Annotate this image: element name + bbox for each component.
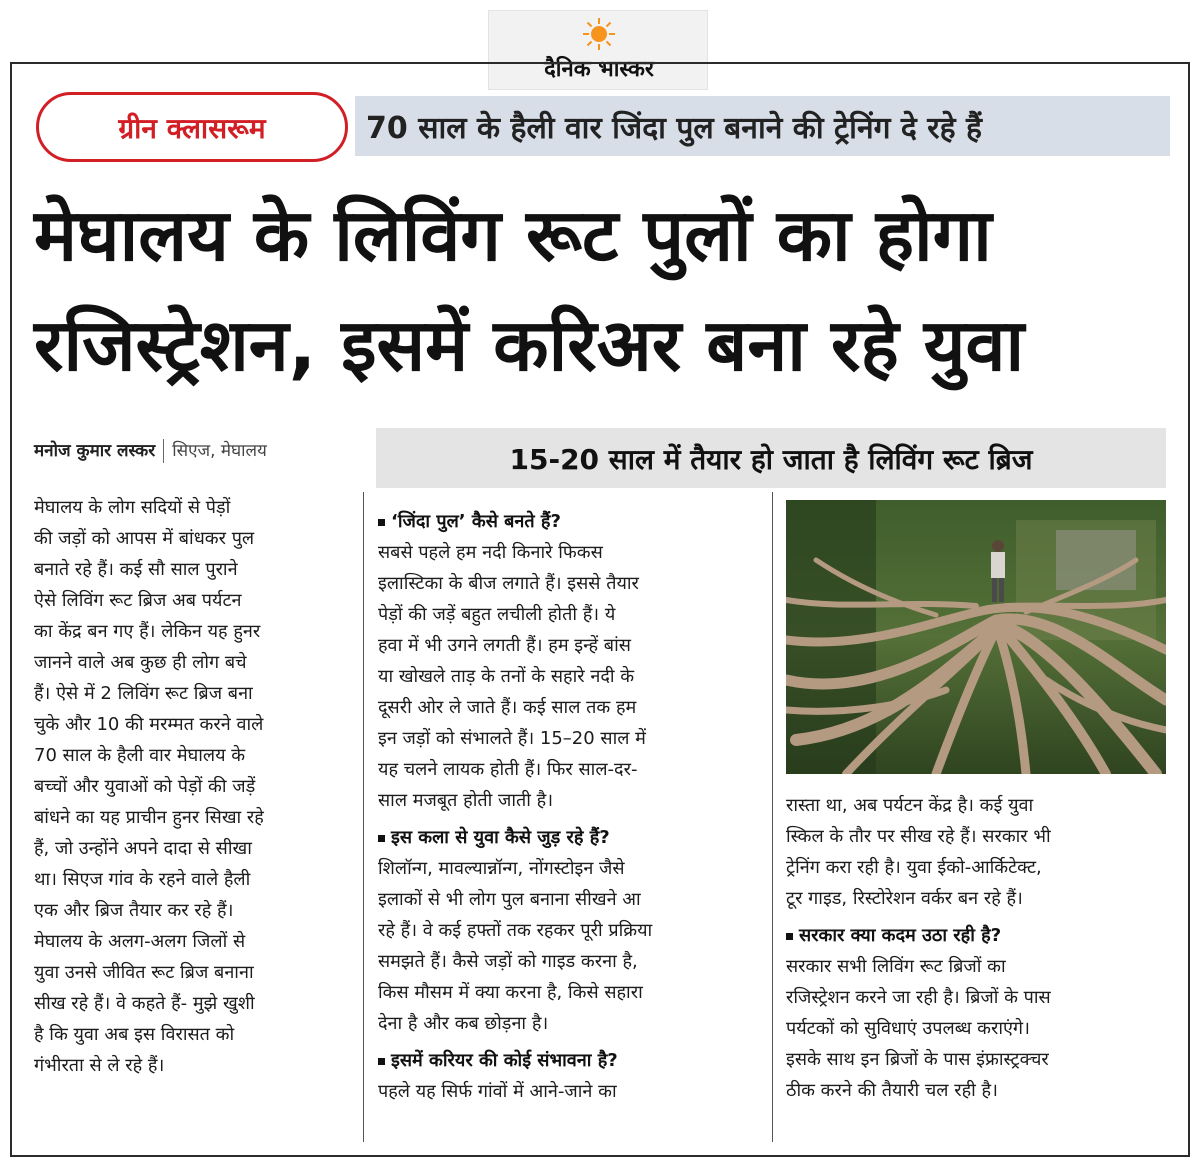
text-line: टूर गाइड, रिस्टोरेशन वर्कर बन रहे हैं। xyxy=(786,888,1023,909)
text-line: सीख रहे हैं। वे कहते हैं- मुझे खुशी xyxy=(34,993,255,1014)
text-line: बच्चों और युवाओं को पेड़ों की जड़ें xyxy=(34,776,256,797)
kicker-text: 70 साल के हैली वार जिंदा पुल बनाने की ट्रेनिंग दे रहे हैं xyxy=(366,111,982,146)
text-line: एक और ब्रिज तैयार कर रहे हैं। xyxy=(34,900,234,921)
text-line: ठीक करने की तैयारी चल रही है। xyxy=(786,1080,998,1101)
question-4-text: सरकार क्या कदम उठा रही है? xyxy=(799,925,1002,946)
text-line: पेड़ों की जड़ें बहुत लचीली होती हैं। ये xyxy=(378,604,616,625)
text-line: इन जड़ों को संभालते हैं। 15–20 साल में xyxy=(378,728,646,749)
text-line: युवा उनसे जीवित रूट ब्रिज बनाना xyxy=(34,962,254,983)
text-line: इसके साथ इन ब्रिजों के पास इंफ्रास्ट्रक्चर xyxy=(786,1049,1049,1070)
text-line: ट्रेनिंग करा रही है। युवा ईको-आर्किटेक्ट, xyxy=(786,857,1042,878)
text-line: या खोखले ताड़ के तनों के सहारे नदी के xyxy=(378,666,635,687)
text-line: रहे हैं। वे कई हफ्तों तक रहकर पूरी प्रक्रिया xyxy=(378,920,653,941)
text-line: जानने वाले अब कुछ ही लोग बचे xyxy=(34,652,247,673)
bullet-icon xyxy=(378,835,385,842)
kicker-label: ग्रीन क्लासरूम xyxy=(118,112,266,145)
text-line: यह चलने लायक होती हैं। फिर साल-दर- xyxy=(378,759,638,780)
text-line: दूसरी ओर ले जाते हैं। कई साल तक हम xyxy=(378,697,637,718)
bullet-icon xyxy=(786,933,793,940)
headline-line-2: रजिस्ट्रेशन, इसमें करिअर बना रहे युवा xyxy=(34,303,1025,387)
text-line: ऐसे लिविंग रूट ब्रिज अब पर्यटन xyxy=(34,590,242,611)
text-line: किस मौसम में क्या करना है, किसे सहारा xyxy=(378,982,643,1003)
text-line: मेघालय के अलग-अलग जिलों से xyxy=(34,931,246,952)
text-line: की जड़ों को आपस में बांधकर पुल xyxy=(34,528,255,549)
brand-name: दैनिक भास्कर xyxy=(544,57,654,82)
column-3 xyxy=(786,790,1166,1112)
question-3 xyxy=(378,1045,762,1076)
answer-3 xyxy=(378,1076,762,1107)
byline-place: सिएज, मेघालय xyxy=(172,441,267,461)
headline-line-1: मेघालय के लिविंग रूट पुलों का होगा xyxy=(34,193,992,277)
text-line: हैं। ऐसे में 2 लिविंग रूट ब्रिज बना xyxy=(34,683,253,704)
question-2-text: इस कला से युवा कैसे जुड़ रहे हैं? xyxy=(391,827,610,848)
text-line: देना है और कब छोड़ना है। xyxy=(378,1013,549,1034)
column-rule-2 xyxy=(772,492,773,1142)
sun-icon xyxy=(582,17,616,51)
text-line: इलाकों से भी लोग पुल बनाना सीखने आ xyxy=(378,889,641,910)
text-line: चुके और 10 की मरम्मत करने वाले xyxy=(34,714,264,735)
text-line: मेघालय के लोग सदियों से पेड़ों xyxy=(34,497,231,518)
column-1 xyxy=(34,492,352,1081)
text-line: था। सिएज गांव के रहने वाले हैली xyxy=(34,869,251,890)
living-root-bridge-photo xyxy=(786,500,1166,774)
bullet-icon xyxy=(378,519,385,526)
text-line: बांधने का यह प्राचीन हुनर सिखा रहे xyxy=(34,807,264,828)
byline-author: मनोज कुमार लस्कर xyxy=(34,441,156,461)
text-line: रास्ता था, अब पर्यटन केंद्र है। कई युवा xyxy=(786,795,1034,816)
text-line: रजिस्ट्रेशन करने जा रही है। ब्रिजों के पास xyxy=(786,987,1051,1008)
headline xyxy=(34,180,1174,400)
text-line: स्किल के तौर पर सीख रहे हैं। सरकार भी xyxy=(786,826,1051,847)
text-line: है कि युवा अब इस विरासत को xyxy=(34,1024,235,1045)
text-line: सरकार सभी लिविंग रूट ब्रिजों का xyxy=(786,956,1006,977)
text-line: सबसे पहले हम नदी किनारे फिकस xyxy=(378,542,603,563)
answer-2 xyxy=(378,853,762,1039)
question-2 xyxy=(378,822,762,853)
question-3-text: इसमें करियर की कोई संभावना है? xyxy=(391,1050,618,1071)
answer-3-continued xyxy=(786,790,1166,914)
bullet-icon xyxy=(378,1058,385,1065)
text-line: बनाते रहे हैं। कई सौ साल पुराने xyxy=(34,559,238,580)
answer-1 xyxy=(378,537,762,816)
text-line: का केंद्र बन गए हैं। लेकिन यह हुनर xyxy=(34,621,261,642)
text-line: शिलॉन्ग, मावल्यान्नॉन्ग, नोंगस्टोइन जैसे xyxy=(378,858,625,879)
text-line: साल मजबूत होती जाती है। xyxy=(378,790,554,811)
text-line: हैं, जो उन्होंने अपने दादा से सीखा xyxy=(34,838,252,859)
question-1-text: ‘जिंदा पुल’ कैसे बनते हैं? xyxy=(391,511,561,532)
column-rule-1 xyxy=(363,492,364,1142)
text-line: पहले यह सिर्फ गांवों में आने-जाने का xyxy=(378,1081,617,1102)
text-line: पर्यटकों को सुविधाएं उपलब्ध कराएंगे। xyxy=(786,1018,1030,1039)
question-4 xyxy=(786,920,1166,951)
answer-4 xyxy=(786,951,1166,1106)
text-line: इलास्टिका के बीज लगाते हैं। इससे तैयार xyxy=(378,573,639,594)
text-line: गंभीरता से ले रहे हैं। xyxy=(34,1055,165,1076)
byline-divider xyxy=(163,439,164,463)
kicker-label-badge xyxy=(36,92,348,162)
subheadline: 15-20 साल में तैयार हो जाता है लिविंग रूट ब्रिज xyxy=(509,443,1033,476)
text-line: समझते हैं। कैसे जड़ों को गाइड करना है, xyxy=(378,951,638,972)
byline xyxy=(34,438,267,468)
column-2 xyxy=(378,506,762,1113)
text-line: 70 साल के हैली वार मेघालय के xyxy=(34,745,246,766)
question-1 xyxy=(378,506,762,537)
text-line: हवा में भी उगने लगती हैं। हम इन्हें बांस xyxy=(378,635,631,656)
